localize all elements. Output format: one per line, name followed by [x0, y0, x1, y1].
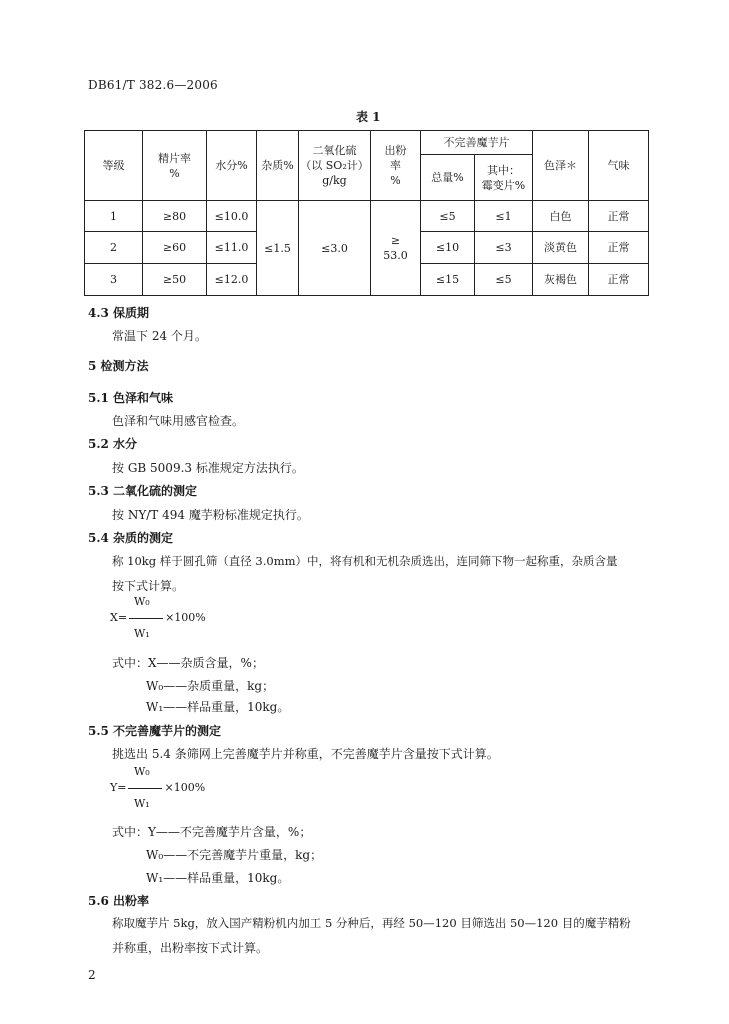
- cell-moisture: ≤11.0: [207, 232, 257, 264]
- section-5-5-w0: W₀——不完善魔芋片重量，kg；: [146, 848, 323, 862]
- cell-imperfect-mold: ≤3: [475, 232, 533, 264]
- section-5-5-where: 式中：Y——不完善魔芋片含量，%；: [112, 825, 312, 839]
- header-imperfect-total: 总量%: [421, 155, 475, 201]
- cell-imperfect-total: ≤10: [421, 232, 475, 264]
- section-4-3-title: 4.3 保质期: [88, 306, 150, 320]
- section-5-4-where: 式中：X——杂质含量，%；: [112, 656, 264, 670]
- table-row: [85, 201, 649, 232]
- cell-odor: 正常: [589, 201, 649, 232]
- section-5-5-body: 挑选出 5.4 条筛网上完善魔芋片并称重，不完善魔芋片含量按下式计算。: [112, 747, 499, 761]
- cell-chip-rate: ≥50: [143, 264, 207, 296]
- section-5-3-title: 5.3 二氧化硫的测定: [88, 484, 198, 498]
- section-5-6-title: 5.6 出粉率: [88, 894, 150, 908]
- section-5-title: 5 检测方法: [88, 359, 149, 373]
- header-refined-chip-rate: 精片率 %: [143, 131, 207, 201]
- cell-imperfect-mold: ≤1: [475, 201, 533, 232]
- section-5-4-w0: W₀——杂质重量，kg；: [146, 679, 275, 693]
- header-grade: 等级: [85, 131, 143, 201]
- header-imperfect-mold: 其中： 霉变片%: [475, 155, 533, 201]
- formula-x-numerator: W₀: [134, 595, 150, 608]
- section-4-3-body: 常温下 24 个月。: [112, 329, 207, 343]
- table-caption: 表 1: [356, 110, 381, 124]
- cell-imperfect-total: ≤5: [421, 201, 475, 232]
- grade-spec-table: [84, 130, 649, 296]
- formula-y-numerator: W₀: [134, 765, 150, 778]
- cell-imperfect-total: ≤15: [421, 264, 475, 296]
- section-5-5-title: 5.5 不完善魔芋片的测定: [88, 724, 222, 738]
- cell-chip-rate: ≥80: [143, 201, 207, 232]
- section-5-1-title: 5.1 色泽和气味: [88, 391, 174, 405]
- formula-x-denominator: W₁: [134, 627, 150, 640]
- cell-impurity-shared: ≤1.5: [257, 201, 299, 296]
- section-5-4-w1: W₁——样品重量，10kg。: [146, 700, 290, 714]
- cell-chip-rate: ≥60: [143, 232, 207, 264]
- header-odor: 气味: [589, 131, 649, 201]
- cell-odor: 正常: [589, 264, 649, 296]
- cell-moisture: ≤12.0: [207, 264, 257, 296]
- header-impurity: 杂质%: [257, 131, 299, 201]
- cell-color: 灰褐色: [533, 264, 589, 296]
- formula-y-denominator: W₁: [134, 797, 150, 810]
- cell-odor: 正常: [589, 232, 649, 264]
- formula-x: X= ×100%: [110, 611, 206, 624]
- section-5-1-body: 色泽和气味用感官检查。: [112, 414, 245, 428]
- header-moisture: 水分%: [207, 131, 257, 201]
- formula-y: Y= ×100%: [110, 781, 206, 794]
- section-5-2-body: 按 GB 5009.3 标准规定方法执行。: [112, 461, 304, 475]
- cell-grade: 1: [85, 201, 143, 232]
- cell-color: 淡黄色: [533, 232, 589, 264]
- section-5-6-body-line2: 并称重，出粉率按下式计算。: [112, 941, 269, 955]
- section-5-4-body-line1: 称 10kg 样于圆孔筛（直径 3.0mm）中，将有机和无机杂质选出，连同筛下物一起称重，杂质含量: [112, 554, 618, 568]
- cell-so2-shared: ≤3.0: [299, 201, 371, 296]
- section-5-2-title: 5.2 水分: [88, 437, 138, 451]
- document-code: DB61/T 382.6—2006: [88, 78, 218, 92]
- cell-grade: 3: [85, 264, 143, 296]
- header-color: 色泽＊: [533, 131, 589, 201]
- section-5-3-body: 按 NY/T 494 魔芋粉标准规定执行。: [112, 508, 309, 522]
- cell-moisture: ≤10.0: [207, 201, 257, 232]
- cell-imperfect-mold: ≤5: [475, 264, 533, 296]
- cell-flour-rate-shared: ≥ 53.0: [371, 201, 421, 296]
- header-flour-rate: 出粉 率 %: [371, 131, 421, 201]
- cell-grade: 2: [85, 232, 143, 264]
- header-so2: 二氧化硫 （以 SO₂计） g/kg: [299, 131, 371, 201]
- section-5-4-body-line2: 按下式计算。: [112, 579, 185, 593]
- section-5-4-title: 5.4 杂质的测定: [88, 531, 174, 545]
- page-number: 2: [88, 968, 96, 982]
- header-imperfect-chips: 不完善魔芋片: [421, 131, 533, 155]
- section-5-6-body-line1: 称取魔芋片 5kg，放入国产精粉机内加工 5 分种后，再经 50—120 目筛选出 50—120 目的魔芋精粉: [112, 916, 631, 930]
- cell-color: 白色: [533, 201, 589, 232]
- section-5-5-w1: W₁——样品重量，10kg。: [146, 871, 290, 885]
